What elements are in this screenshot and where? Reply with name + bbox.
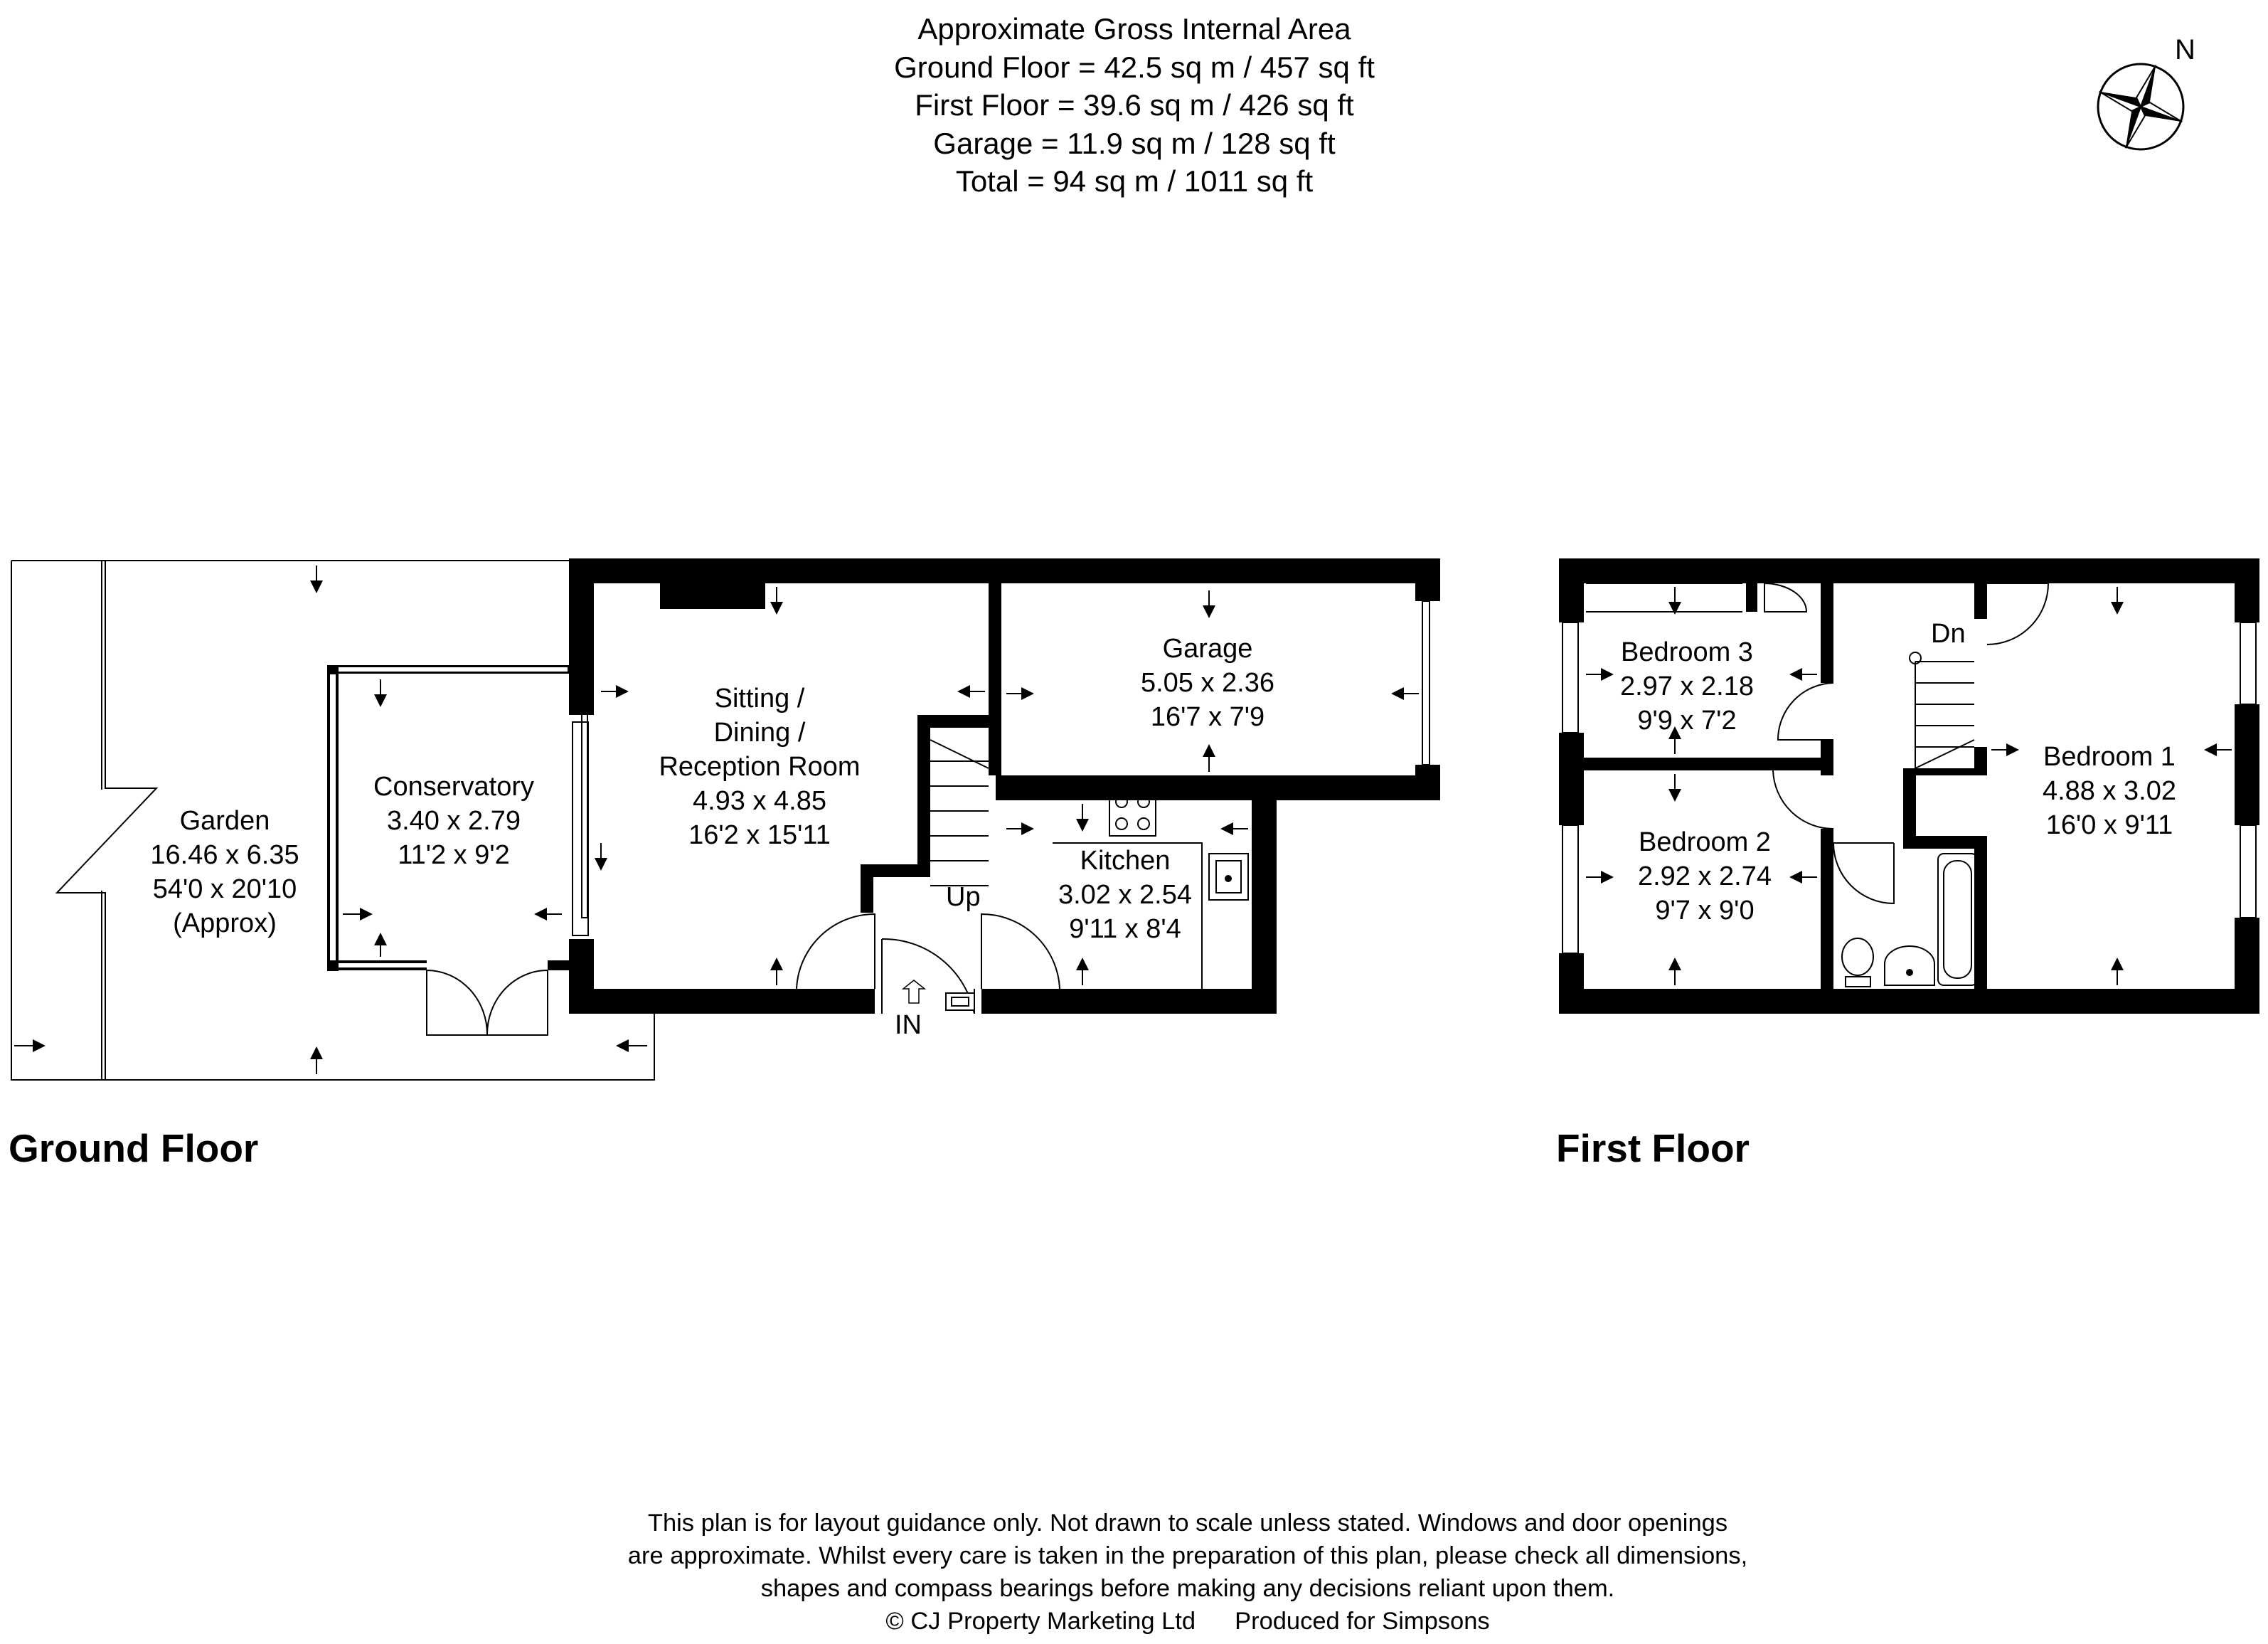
disclaimer-line-2: are approximate. Whilst every care is taken in the preparation of this plan, please check all dimensions, bbox=[627, 1542, 1748, 1569]
room-imperial: 16'2 x 15'11 bbox=[688, 820, 831, 850]
room-imperial: 16'0 x 9'11 bbox=[2045, 810, 2173, 840]
room-sitting-dining-reception bbox=[659, 682, 860, 852]
stairs-up-label: Up bbox=[946, 882, 981, 912]
disclaimer-line-3: shapes and compass bearings before making any decisions reliant upon them. bbox=[760, 1575, 1615, 1602]
ground-stairs bbox=[930, 740, 989, 886]
area-summary bbox=[779, 10, 1490, 201]
room-imperial: 9'7 x 9'0 bbox=[1655, 896, 1755, 926]
room-metric: 3.02 x 2.54 bbox=[1058, 880, 1193, 910]
room-bedroom-2 bbox=[1638, 825, 1772, 928]
total-area: Total = 94 sq m / 1011 sq ft bbox=[955, 164, 1314, 198]
room-metric: 4.93 x 4.85 bbox=[692, 786, 827, 816]
room-imperial: 9'9 x 7'2 bbox=[1637, 706, 1737, 736]
copyright-text: © CJ Property Marketing Ltd bbox=[885, 1608, 1196, 1635]
first-floor-area: First Floor = 39.6 sq m / 426 sq ft bbox=[915, 88, 1354, 122]
room-garden bbox=[150, 804, 299, 940]
compass-north-label: N bbox=[2175, 34, 2195, 65]
room-name: Garden bbox=[179, 806, 270, 836]
bathroom-fittings bbox=[1842, 854, 1977, 987]
area-summary-title: Approximate Gross Internal Area bbox=[917, 12, 1351, 46]
room-metric: 3.40 x 2.79 bbox=[386, 806, 521, 836]
room-name-line2: Dining / bbox=[713, 718, 806, 748]
room-bedroom-1 bbox=[2043, 740, 2176, 842]
disclaimer-line-1: This plan is for layout guidance only. Not drawn to scale unless stated. Windows and door openings bbox=[647, 1510, 1728, 1537]
compass-rose-icon bbox=[2085, 51, 2198, 164]
room-name: Bedroom 2 bbox=[1639, 827, 1771, 857]
room-metric: 16.46 x 6.35 bbox=[150, 840, 299, 870]
room-conservatory bbox=[373, 770, 534, 872]
room-imperial: 16'7 x 7'9 bbox=[1150, 702, 1265, 732]
credits bbox=[498, 1605, 1878, 1638]
room-metric: 4.88 x 3.02 bbox=[2042, 776, 2177, 806]
disclaimer bbox=[498, 1507, 1878, 1638]
room-garage bbox=[1141, 632, 1274, 734]
room-name: Bedroom 1 bbox=[2043, 742, 2176, 772]
room-metric: 2.97 x 2.18 bbox=[1619, 672, 1755, 701]
room-imperial: 9'11 x 8'4 bbox=[1069, 914, 1181, 944]
room-kitchen bbox=[1058, 844, 1192, 946]
garage-door bbox=[1422, 601, 1430, 765]
room-note: (Approx) bbox=[173, 908, 277, 938]
sitting-room-windows bbox=[573, 722, 588, 935]
conservatory-doors bbox=[427, 970, 548, 1035]
room-name: Kitchen bbox=[1080, 846, 1171, 876]
room-metric: 5.05 x 2.36 bbox=[1140, 668, 1275, 698]
first-floor-stairs bbox=[1910, 652, 1974, 768]
produced-for-text: Produced for Simpsons bbox=[1235, 1608, 1490, 1635]
room-name: Bedroom 3 bbox=[1621, 637, 1753, 667]
room-imperial: 54'0 x 20'10 bbox=[152, 874, 297, 904]
first-floor-title: First Floor bbox=[1556, 1126, 1750, 1170]
entrance-arrow bbox=[903, 980, 925, 1003]
ground-floor-title: Ground Floor bbox=[9, 1126, 259, 1170]
entrance-label: IN bbox=[895, 1010, 922, 1040]
room-name-line3: Reception Room bbox=[659, 752, 861, 782]
room-imperial: 11'2 x 9'2 bbox=[398, 840, 510, 870]
room-name: Garage bbox=[1162, 634, 1253, 664]
room-name-line1: Sitting / bbox=[714, 684, 805, 714]
ground-floor-area: Ground Floor = 42.5 sq m / 457 sq ft bbox=[894, 50, 1375, 84]
room-metric: 2.92 x 2.74 bbox=[1637, 861, 1772, 891]
room-name: Conservatory bbox=[373, 772, 534, 802]
room-bedroom-3 bbox=[1620, 635, 1754, 738]
stairs-down-label: Dn bbox=[1931, 619, 1966, 649]
garage-area: Garage = 11.9 sq m / 128 sq ft bbox=[933, 126, 1336, 160]
